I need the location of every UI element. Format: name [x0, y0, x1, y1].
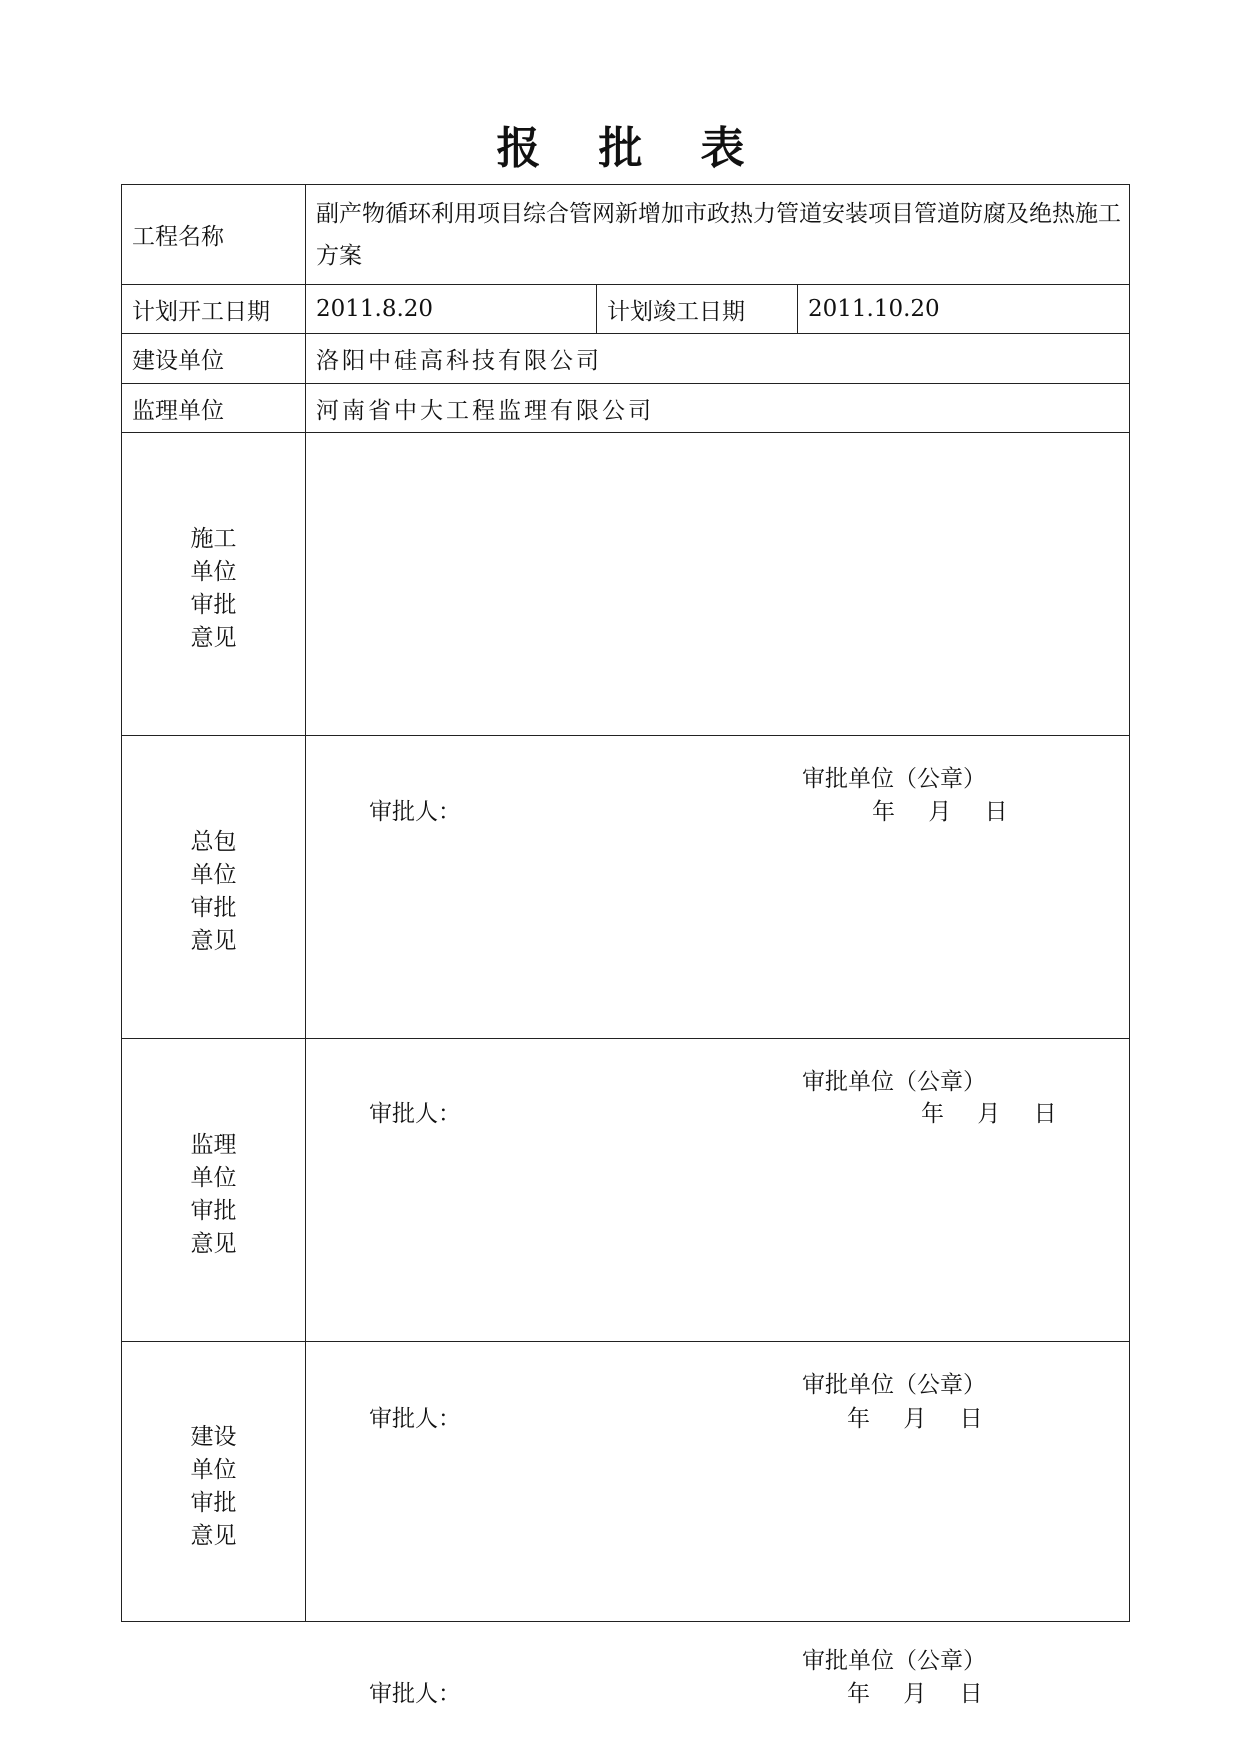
year-label: 年: [847, 1406, 870, 1432]
month-label: 月: [903, 1406, 927, 1432]
year-label: 年: [847, 1680, 870, 1707]
planned-start-label: 计划开工日期: [122, 285, 306, 334]
approver-label: 审批人：: [369, 799, 461, 825]
section-label-line: 审批: [190, 1198, 237, 1224]
section-label-line: 审批: [190, 1489, 237, 1516]
section-label-line: 意见: [190, 625, 237, 651]
opinion-area: [306, 736, 1130, 1127]
section-label-line: 审批: [190, 895, 237, 921]
builder-row: [122, 334, 1130, 384]
approver-label: 审批人：: [369, 1101, 461, 1127]
supervisor-row: [122, 384, 1130, 433]
approval-section-construction: [122, 433, 1130, 736]
section-label-line: 意见: [190, 928, 237, 954]
section-label-line: 单位: [190, 1456, 237, 1483]
section-label-line: 建设: [190, 1423, 237, 1450]
section-label-line: 施工: [190, 526, 237, 552]
opinion-area: [306, 433, 1130, 825]
month-label: 月: [928, 799, 952, 825]
approver-label: 审批人：: [369, 1406, 461, 1432]
date-line: [847, 1675, 983, 1708]
day-label: 日: [959, 1680, 983, 1707]
section-label-line: 审批: [190, 592, 237, 618]
date-line: [872, 793, 1008, 826]
section-label: [122, 736, 306, 1039]
approver-label: 审批人：: [369, 1680, 461, 1707]
opinion-area: [306, 1342, 1130, 1707]
section-label: [122, 1039, 306, 1342]
section-label-line: 意见: [190, 1231, 237, 1257]
day-label: 日: [1033, 1101, 1057, 1127]
supervisor-label: 监理单位: [122, 384, 306, 433]
date-line: [921, 1095, 1057, 1128]
year-label: 年: [921, 1101, 944, 1127]
project-name-row: [122, 185, 1130, 285]
section-label-line: 单位: [190, 1165, 237, 1191]
opinion-area: [306, 1039, 1130, 1432]
builder-label: 建设单位: [122, 334, 306, 384]
section-label-line: 监理: [190, 1132, 237, 1158]
page-title: 报批表: [496, 123, 803, 174]
project-name-label: 工程名称: [122, 185, 306, 285]
section-label-line: 意见: [190, 1522, 237, 1549]
planned-end-label: 计划竣工日期: [597, 285, 798, 334]
day-label: 日: [959, 1406, 983, 1432]
month-label: 月: [903, 1680, 927, 1707]
section-label: [122, 433, 306, 736]
schedule-row: [122, 285, 1130, 334]
section-label: [122, 1342, 306, 1622]
builder-value: 洛阳中硅高科技有限公司: [306, 334, 1130, 384]
approval-form-table: [121, 184, 1130, 1707]
day-label: 日: [984, 799, 1008, 825]
section-label-line: 总包: [190, 829, 237, 855]
section-label-line: 单位: [190, 559, 237, 585]
supervisor-value: 河南省中大工程监理有限公司: [306, 384, 1130, 433]
seal-label: 审批单位（公章）: [802, 1647, 986, 1674]
month-label: 月: [977, 1101, 1001, 1127]
seal-label: 审批单位（公章）: [802, 1069, 986, 1095]
project-name-value: 副产物循环利用项目综合管网新增加市政热力管道安装项目管道防腐及绝热施工方案: [306, 185, 1130, 285]
seal-label: 审批单位（公章）: [802, 766, 986, 792]
planned-start-value: 2011.8.20: [306, 285, 597, 334]
planned-end-value: 2011.10.20: [798, 285, 1130, 334]
year-label: 年: [872, 799, 895, 825]
date-line: [847, 1400, 983, 1433]
seal-label: 审批单位（公章）: [802, 1372, 986, 1398]
section-label-line: 单位: [190, 862, 237, 888]
